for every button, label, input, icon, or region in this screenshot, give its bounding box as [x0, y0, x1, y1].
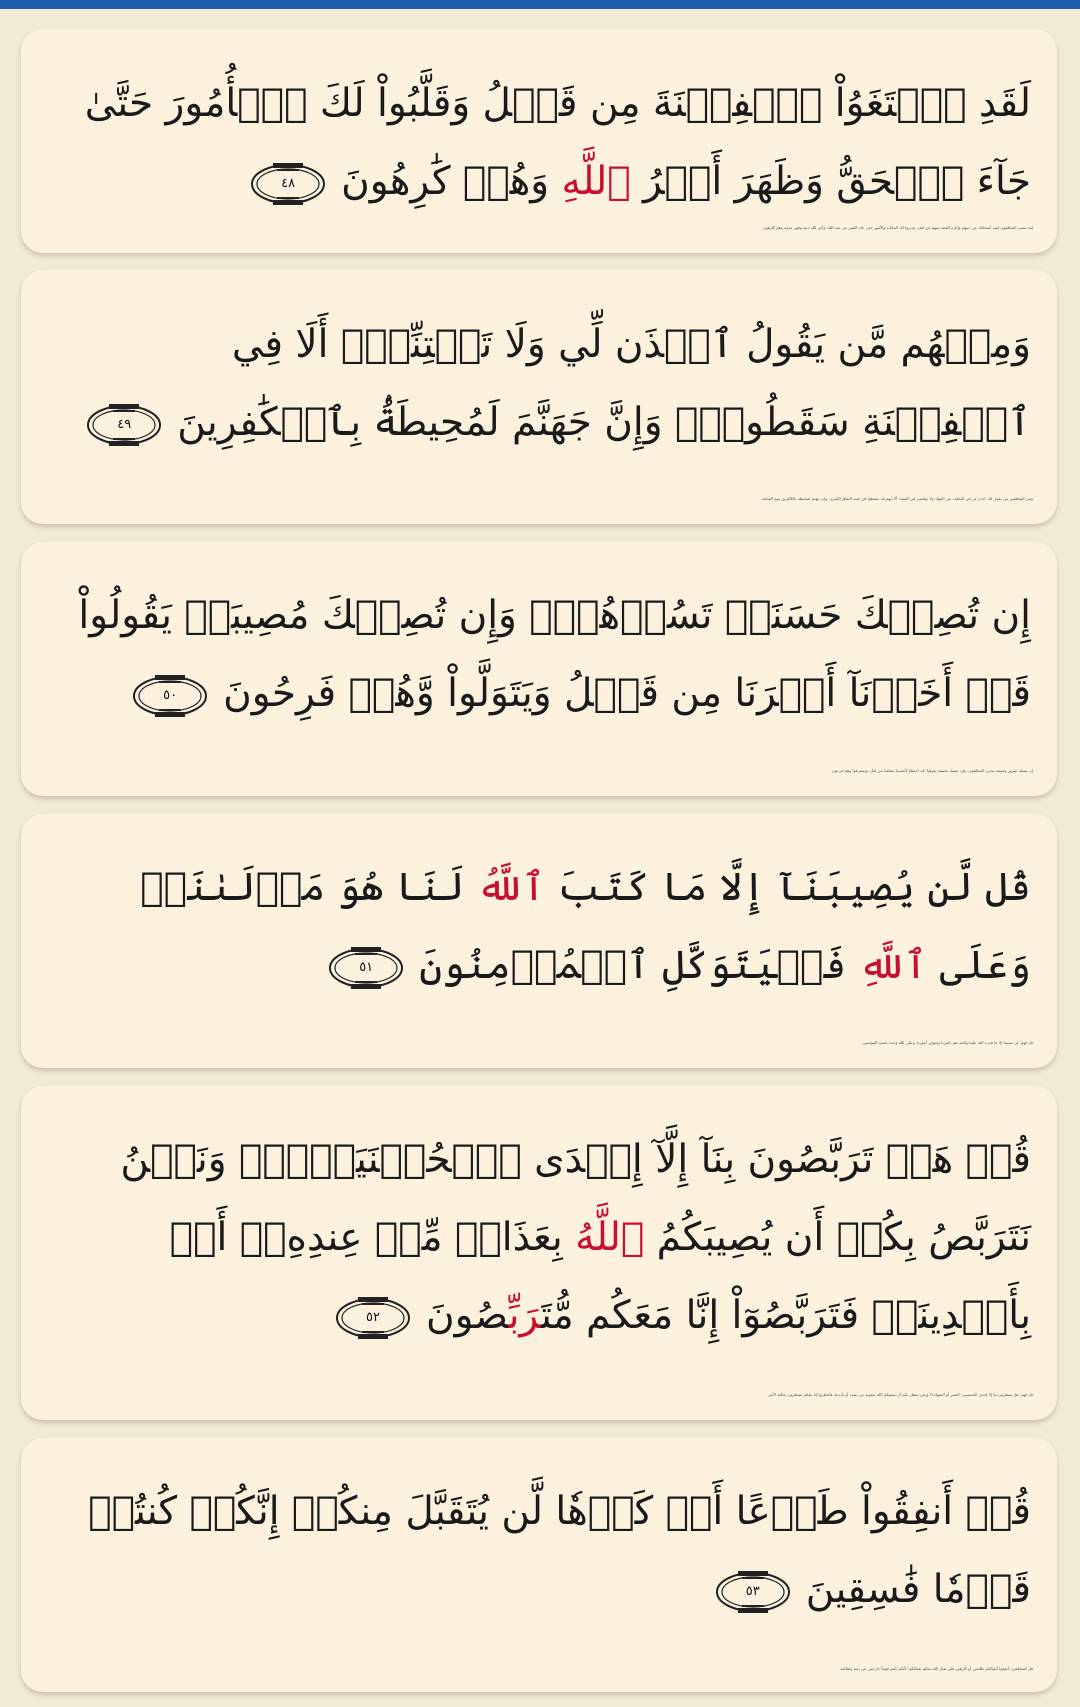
verse-text [51, 29, 1031, 221]
verse-segment: إِن تُصِبۡكَ حَسَنَةٞ تَسُؤۡهُمۡۖ وَإِن تُصِبۡكَ مُصِيبَةٞ يَقُولُواْ قَدۡ أَخَذۡنَآ أَمۡرَنَا مِن قَبۡلُ وَيَتَوَلَّواْ وَّهُمۡ فَرِحُونَ [78, 593, 1031, 716]
tafsir-note: قل لهم: لن يصيبنا إلا ما قدره الله علينا وكتبه، هو ناصرنا ومتولي أمورنا، وعلى الله وحده يعتمد المؤمنون [862, 1040, 1033, 1045]
verse-segment: بِعَذَابٖ مِّنۡ عِندِهِۦٓ أَوۡ بِأَيۡدِينَاۖ فَتَرَبَّصُوٓاْ إِنَّا مَعَكُم مُّتَ [169, 1215, 1031, 1338]
ayah-number: ٥٠ [163, 688, 178, 703]
ayah-number-marker [85, 402, 163, 448]
verse-card-50[interactable] [21, 542, 1057, 796]
tafsir-note: قل لهم: هل تنتظرون بنا إلا إحدى الحسنيين: النصر أو الشهادة؟ ونحن ننتظر بكم أن يصيبكم الله بعقوبة من عنده أو بأيدينا، فانتظروا إنا معكم منتظرون عاقبة الأمر [768, 1392, 1033, 1397]
verse-segment: قُلۡ أَنفِقُواْ طَوۡعًا أَوۡ كَرۡهٗا لَّن يُتَقَبَّلَ مِنكُمۡ إِنَّكُمۡ كُنتُمۡ قَوۡمٗا فَٰسِقِينَ [88, 1489, 1031, 1612]
verse-text [51, 1086, 1031, 1355]
top-accent-bar [0, 0, 1080, 9]
verse-segment: وَمِنۡهُم مَّن يَقُولُ ٱئۡذَن لِّي وَلَا تَفۡتِنِّيٓۚ أَلَا فِي ٱلۡفِتۡنَةِ سَقَطُواْۗ وَإِنَّ جَهَنَّمَ لَمُحِيطَةُۢ بِٱلۡكَٰفِرِينَ [177, 322, 1031, 445]
verse-text [51, 1438, 1031, 1629]
verse-text [51, 270, 1031, 462]
tafsir-note: قل للمنافقين: أنفقوا أموالكم طائعين أو كارهين فلن يقبل الله منكم نفقاتكم؛ لأنكم كنتم قوماً خارجين عن دينه وطاعته [840, 1666, 1033, 1671]
verse-segment: قُل لَّن يُصِيبَنَآ إِلَّا مَا كَتَبَ [545, 865, 1031, 910]
verse-segment: وَهُمۡ كَٰرِهُونَ [341, 159, 562, 204]
tafsir-note: ومن المنافقين من يقول لك: ائذن لي في التخلف عن الجهاد ولا توقعني في الفتنة؛ ألا إنهم قد سقطوا في فتنة النفاق الكبرى، وإن جهنم لمحيطة بالكافرين يوم القيامة [761, 496, 1033, 501]
verse-card-48[interactable] [21, 29, 1057, 253]
ayah-number: ٥٢ [365, 1310, 380, 1325]
verse-card-49[interactable] [21, 270, 1057, 524]
ayah-number: ٤٩ [117, 417, 132, 432]
highlighted-word: ٱللَّهُ [575, 1215, 645, 1260]
highlighted-word: ٱللَّهِ [561, 159, 631, 204]
ayah-number: ٥٣ [745, 1584, 760, 1599]
verse-card-52[interactable] [21, 1086, 1057, 1420]
ayah-number: ٤٨ [281, 176, 296, 191]
ayah-number-marker [714, 1569, 792, 1615]
verse-segment: قُلۡ هَلۡ تَرَبَّصُونَ بِنَآ إِلَّآ إِحۡدَى ٱلۡحُسۡنَيَيۡنِۖ وَنَحۡنُ نَتَرَبَّصُ بِكُمۡ أَن يُصِيبَكُمُ [120, 1137, 1031, 1260]
ayah-number: ٥١ [359, 960, 374, 975]
verse-segment: لَنَا هُوَ مَوۡلَىٰنَاۚ وَعَلَى [140, 865, 1031, 988]
verse-segment: لَقَدِ ٱبۡتَغَوُاْ ٱلۡفِتۡنَةَ مِن قَبۡلُ وَقَلَّبُواْ لَكَ ٱلۡأُمُورَ حَتَّىٰ جَآءَ ٱلۡحَقُّ وَظَهَرَ أَمۡرُ [84, 81, 1031, 204]
verse-text [51, 814, 1031, 1005]
highlighted-word: ٱللَّهُ [476, 865, 546, 910]
ayah-number-marker [249, 161, 327, 207]
verse-card-53[interactable] [21, 1438, 1057, 1692]
verse-text [51, 542, 1031, 733]
tafsir-note: إن يصبك سرور وغنيمة يحزن المنافقون، وإن تصبك مصيبة يقولوا: قد احتطنا لأنفسنا بتخلفنا من قبل، وينصرفوا وهم فرحون [831, 768, 1033, 773]
ayah-number-marker [334, 1295, 412, 1341]
verse-segment: فَلۡيَتَوَكَّلِ ٱلۡمُؤۡمِنُونَ [419, 943, 859, 988]
verse-segment: صُونَ [425, 1293, 509, 1338]
ayah-number-marker [327, 945, 405, 991]
highlighted-word: ٱللَّهِ [858, 943, 928, 988]
ayah-number-marker [131, 673, 209, 719]
tafsir-note: لقد سعى المنافقون لصد أصحابك عن دينهم وإثارة الفتنة بينهم من قبل، ودبروا لك المكايد والأمور حتى جاء النصر من عند الله، وأعز الله دينه وقهر عدوه وهم كارهون [762, 225, 1033, 230]
highlighted-word: رَبِّ [508, 1293, 541, 1338]
verse-card-51[interactable] [21, 814, 1057, 1068]
